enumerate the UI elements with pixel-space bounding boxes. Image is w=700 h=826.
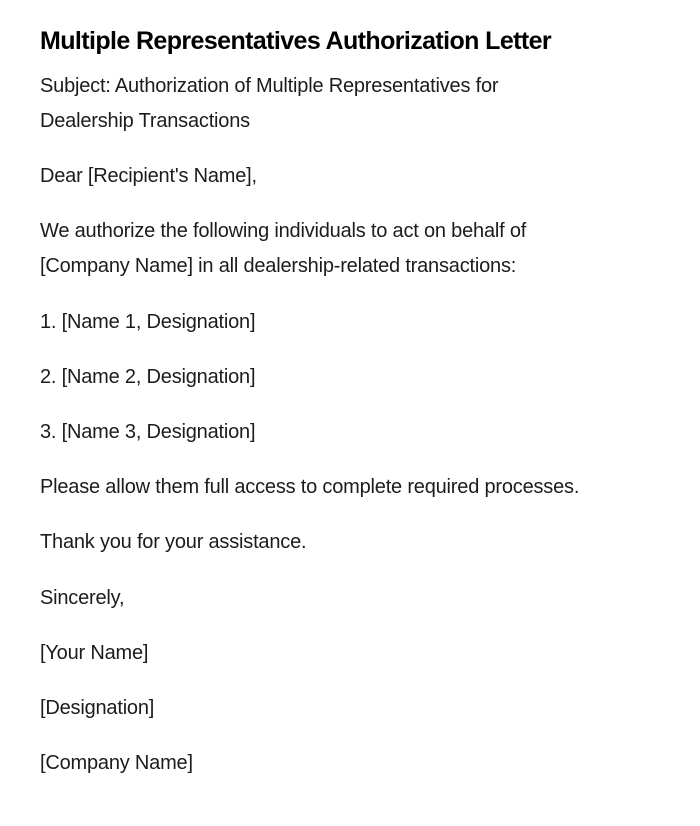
document-title: Multiple Representatives Authorization Letter (40, 27, 552, 55)
request-text: Please allow them full access to complete required processes. (40, 476, 580, 498)
subject-line-1: Subject: Authorization of Multiple Representatives for (40, 75, 499, 97)
thanks-text: Thank you for your assistance. (40, 531, 307, 553)
representative-item-2: 2. [Name 2, Designation] (40, 366, 256, 388)
body-line-2: [Company Name] in all dealership-related transactions: (40, 255, 517, 277)
signature-company: [Company Name] (40, 752, 193, 774)
closing-text: Sincerely, (40, 587, 125, 609)
salutation: Dear [Recipient's Name], (40, 165, 257, 187)
representative-item-1: 1. [Name 1, Designation] (40, 311, 256, 333)
signature-designation: [Designation] (40, 697, 155, 719)
representative-item-3: 3. [Name 3, Designation] (40, 421, 256, 443)
signature-name: [Your Name] (40, 642, 149, 664)
body-line-1: We authorize the following individuals to act on behalf of (40, 220, 527, 242)
subject-line-2: Dealership Transactions (40, 110, 250, 132)
